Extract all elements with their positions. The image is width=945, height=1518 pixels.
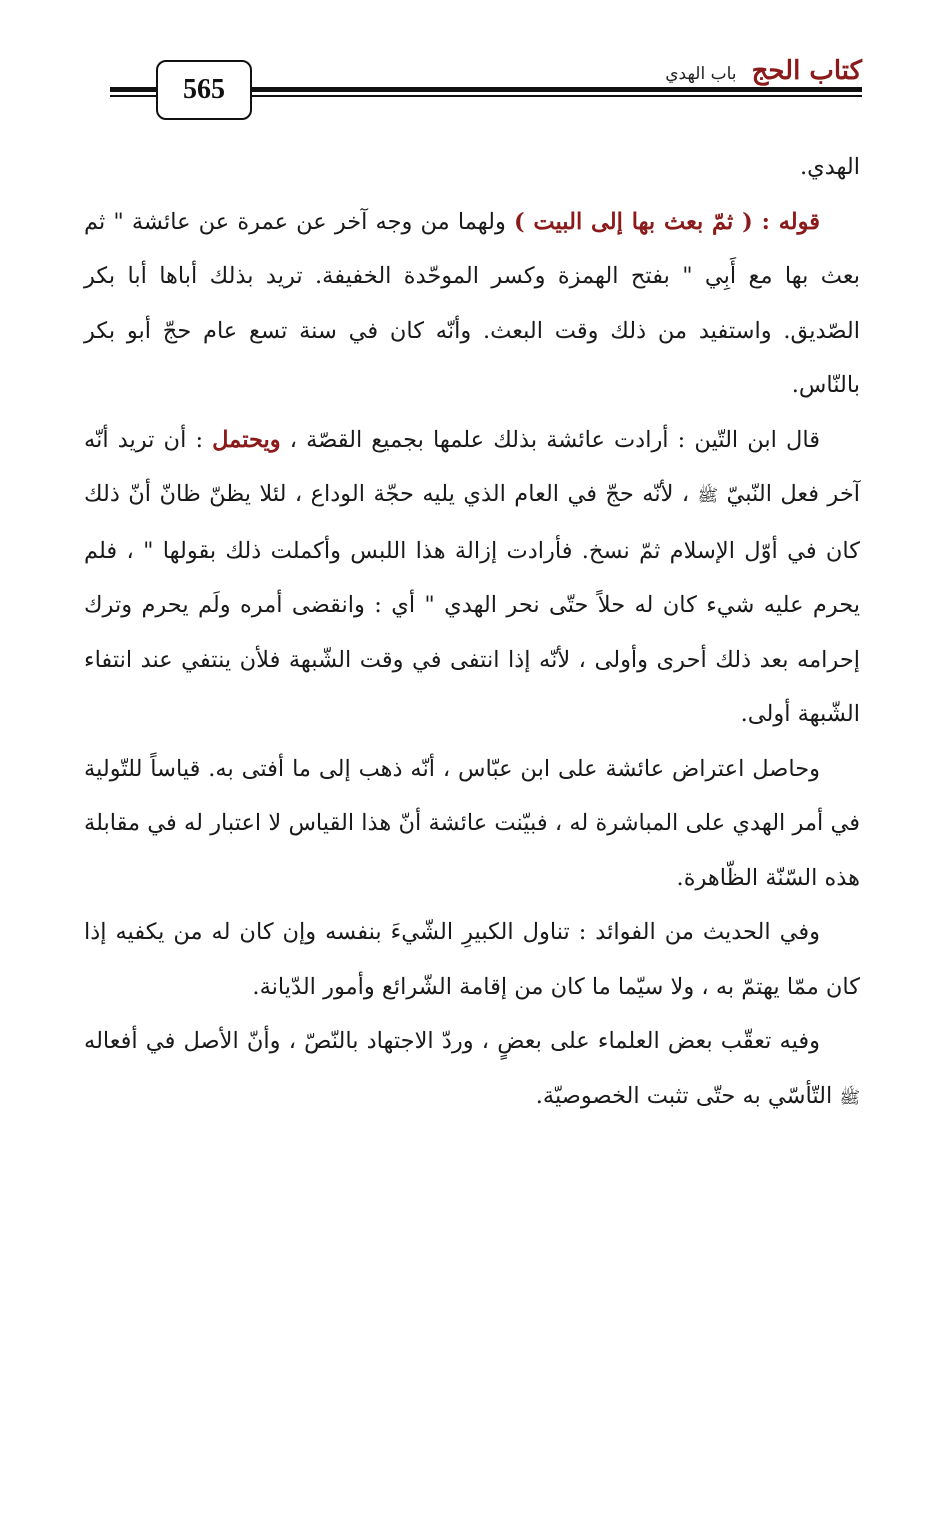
paragraph-1 [84,195,860,413]
paragraph-5-text-after: التّأسّي به حتّى تثبت الخصوصيّة. [535,1082,840,1109]
quoted-lemma: قوله : ( ثمّ بعث بها إلى البيت ) [513,208,820,235]
paragraph-3: وحاصل اعتراض عائشة على ابن عبّاس ، أنّه ذهب إلى ما أفتى به. قياساً للتّولية في أمر الهدي على المباشرة له ، فبيّنت عائشة أنّ هذا القياس لا اعتبار له في مقابلة هذه السّنّة الظّاهرة. [84,755,860,891]
paragraph-0: الهدي. [799,154,860,180]
paragraph-5 [84,1014,860,1125]
highlight-term: ويحتمل [212,426,281,453]
paragraph-1-text: ولهما من وجه آخر عن عمرة عن عائشة " ثم بعث بها مع أَبِي " بفتح الهمزة وكسر الموحّدة الخفيفة. تريد بذلك أباها أبا بكر الصّديق. واستفيد من ذلك وقت البعث. وأنّه كان في سنة تسع عام حجّ أبو بكر بالنّاس. [84,208,860,398]
paragraph-5-text-before: وفيه تعقّب بعض العلماء على بعضٍ ، وردّ الاجتهاد بالنّصّ ، وأنّ الأصل في أفعاله [84,1028,820,1054]
paragraph-4: وفي الحديث من الفوائد : تناول الكبيرِ الشّيءَ بنفسه وإن كان له من يكفيه إذا كان ممّا يهتمّ به ، ولا سيّما ما كان من إقامة الشّرائع وأمور الدّيانة. [84,919,860,1000]
paragraph-2-text-before: قال ابن التّين : أرادت عائشة بذلك علمها بجميع القصّة ، [280,426,821,453]
page-header [110,52,862,122]
page-body [84,140,860,1125]
paragraph-2-text-mid: : أن تريد أنّه آخر فعل النّبيّ [84,426,861,507]
book-title: كتاب الحج [751,56,862,86]
chapter-title: باب الهدي [665,64,737,84]
paragraph-2 [84,413,860,742]
page-number: 565 [156,60,252,120]
honorific-icon: ﷺ [839,1087,860,1108]
running-head [665,56,862,86]
honorific-icon: ﷺ [697,486,719,506]
paragraph-2-text-after: ، لأنّه حجّ في العام الذي يليه حجّة الوداع ، لئلا يظنّ ظانّ أنّ ذلك كان في أوّل الإسلام ثمّ نسخ. فأرادت إزالة هذا اللبس وأكملت ذلك بقولها " ، فلم يحرم عليه شيء كان له حلاً حتّى نحر الهدي " أي : وانقضى أمره ولَم يحرم وترك إحرامه بعد ذلك أحرى وأولى ، لأنّه إذا انتفى في وقت الشّبهة فلأن ينتفي عند انتفاء الشّبهة أولى. [84,481,860,727]
